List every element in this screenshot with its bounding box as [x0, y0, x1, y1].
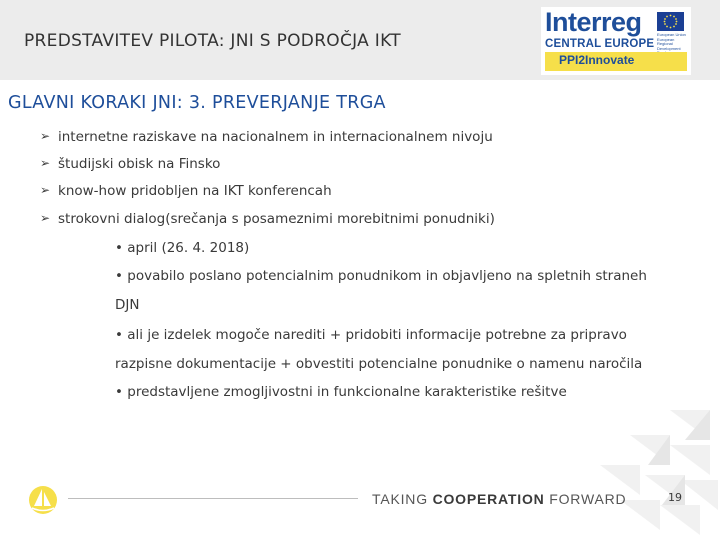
footer-divider — [68, 498, 358, 499]
sub-bullet-line: DJN — [115, 297, 140, 313]
interreg-logo — [541, 7, 691, 75]
section-heading: GLAVNI KORAKI JNI: 3. PREVERJANJE TRGA — [8, 93, 386, 113]
sub-bullet-line: • predstavljene zmogljivostni in funkcionalne karakteristike rešitve — [115, 384, 567, 400]
slide-title: PREDSTAVITEV PILOTA: JNI S PODROČJA IKT — [24, 31, 401, 51]
sub-bullet-line: • ali je izdelek mogoče narediti + pridobiti informacije potrebne za pripravo — [115, 327, 627, 343]
arrow-bullet-icon: ➢ — [40, 211, 51, 225]
arrow-bullet-icon: ➢ — [40, 129, 51, 143]
eu-fund-text: European Union European Regional Development — [657, 32, 686, 51]
arrow-bullet-icon: ➢ — [40, 156, 51, 170]
project-badge — [545, 52, 687, 71]
sub-bullet-line: razpisne dokumentacije + obvestiti potencialne ponudnike o namenu naročila — [115, 356, 643, 372]
page-number: 19 — [668, 491, 682, 504]
eu-flag-icon — [657, 12, 684, 31]
logo-wordmark: Interreg — [545, 7, 642, 37]
header-band — [0, 0, 720, 80]
sub-bullet-line: • april (26. 4. 2018) — [115, 240, 250, 256]
footer-tagline: TAKING COOPERATION FORWARD — [372, 491, 627, 507]
sub-bullet-line: • povabilo poslano potencialnim ponudnikom in objavljeno na spletnih straneh — [115, 268, 647, 284]
decorative-triangles — [560, 405, 720, 544]
logo-program: CENTRAL EUROPE — [545, 38, 655, 50]
arrow-bullet-icon: ➢ — [40, 183, 51, 197]
project-name: PPI2Innovate — [559, 53, 635, 67]
sailboat-logo-icon — [25, 485, 61, 519]
